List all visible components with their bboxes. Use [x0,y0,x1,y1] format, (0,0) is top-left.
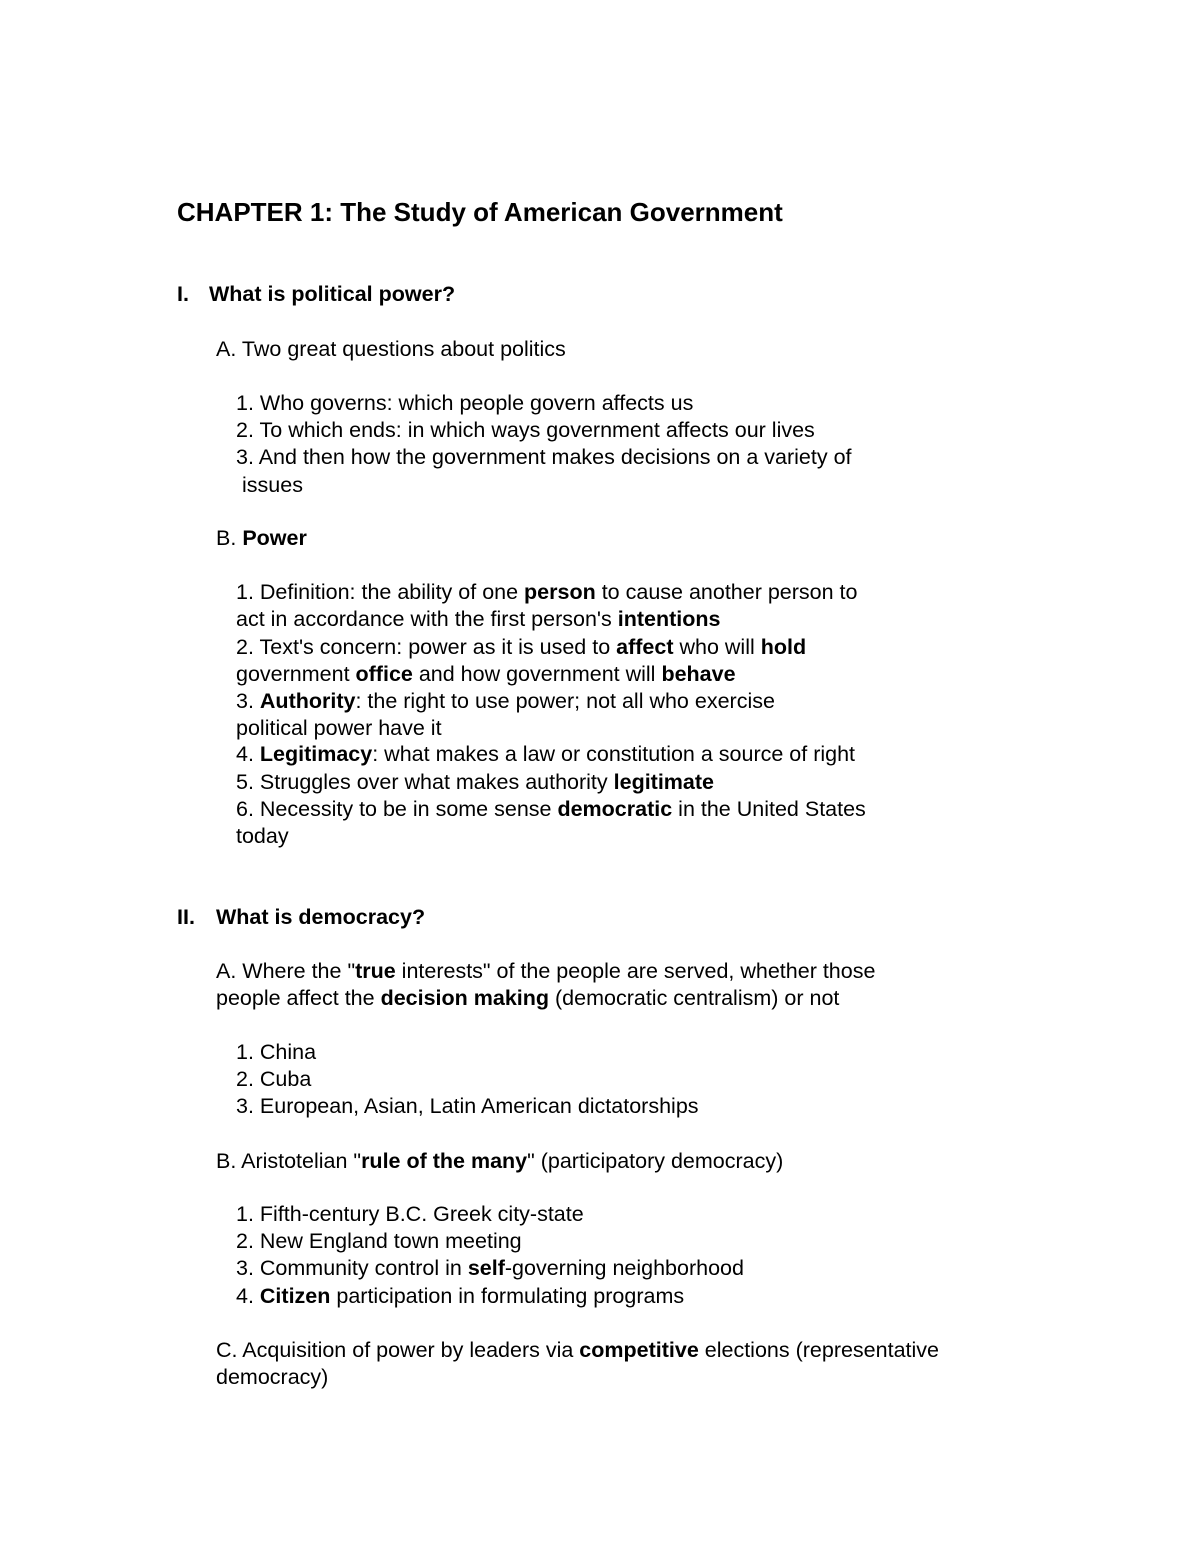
list-item: 5. Struggles over what makes authority legitimate [236,770,715,794]
list-item: 4. Citizen participation in formulating programs [236,1284,685,1308]
list-item: government office and how government will behave [236,662,736,686]
list-item: 2. Text's concern: power as it is used to affect who will hold [236,635,807,659]
list-item: 1. Fifth-century B.C. Greek city-state [236,1202,584,1226]
list-item: issues [242,473,303,497]
list-item: political power have it [236,716,442,740]
list-item: 1. Definition: the ability of one person to cause another person to [236,580,858,604]
subsection-line: A. Where the "true interests" of the people are served, whether those [216,959,876,983]
list-item: 2. New England town meeting [236,1229,522,1253]
subsection-heading: A. Two great questions about politics [216,337,566,361]
subsection-line: C. Acquisition of power by leaders via competitive elections (representative [216,1338,939,1362]
subsection-line: B. Aristotelian "rule of the many" (participatory democracy) [216,1149,784,1173]
list-item: 2. To which ends: in which ways government affects our lives [236,418,815,442]
section-heading: What is political power? [209,282,456,306]
page-title: CHAPTER 1: The Study of American Government [177,197,783,227]
section-number: II. [177,905,195,929]
list-item: 1. Who governs: which people govern affects us [236,391,694,415]
subsection-heading: B. Power [216,526,307,550]
list-item: act in accordance with the first person's intentions [236,607,721,631]
list-item: 4. Legitimacy: what makes a law or constitution a source of right [236,742,856,766]
section-number: I. [177,282,189,306]
list-item: 6. Necessity to be in some sense democratic in the United States [236,797,866,821]
list-item: 3. And then how the government makes decisions on a variety of [236,445,852,469]
list-item: 1. China [236,1040,317,1064]
section-heading: What is democracy? [216,905,426,929]
list-item: today [236,824,289,848]
list-item: 2. Cuba [236,1067,312,1091]
subsection-line: people affect the decision making (democratic centralism) or not [216,986,840,1010]
subsection-line: democracy) [216,1365,329,1389]
list-item: 3. Authority: the right to use power; not all who exercise [236,689,775,713]
list-item: 3. European, Asian, Latin American dictatorships [236,1094,699,1118]
list-item: 3. Community control in self-governing neighborhood [236,1256,744,1280]
